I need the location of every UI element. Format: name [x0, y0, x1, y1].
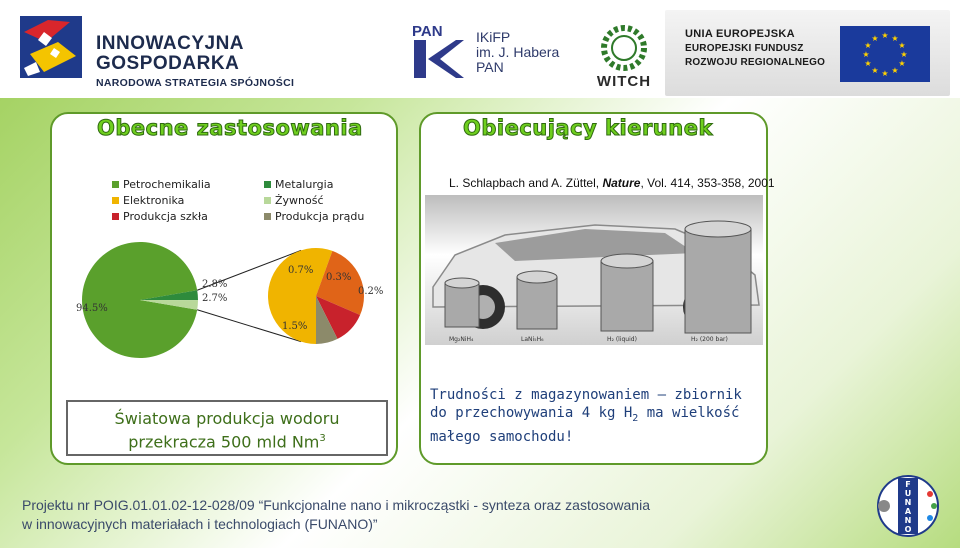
tank-mg2nih4	[445, 278, 479, 327]
pie-label-elektronika: 1.5%	[282, 321, 308, 332]
storage-subscript: 2	[632, 412, 639, 424]
legend-item	[112, 178, 211, 191]
ue-line-2: EUROPEJSKI FUNDUSZ	[685, 43, 804, 54]
promising-direction-title: Obiecujący kierunek	[463, 116, 713, 140]
svg-text:★: ★	[898, 59, 906, 68]
ig-line-3: NARODOWA STRATEGIA SPÓJNOŚCI	[96, 77, 295, 89]
funano-letter: N	[904, 498, 912, 507]
legend-swatch	[264, 181, 271, 188]
production-line-2-wrap	[68, 429, 386, 452]
eu-flag-icon	[840, 26, 930, 82]
funano-logo-icon	[868, 474, 948, 538]
svg-text:★: ★	[864, 41, 872, 50]
legend-item	[264, 210, 364, 223]
legend-item	[264, 194, 324, 207]
pie-label-zywnosc: 2.7%	[202, 293, 228, 304]
legend-label: Petrochemikalia	[123, 178, 211, 191]
project-footer	[22, 496, 722, 534]
legend-swatch	[112, 181, 119, 188]
legend-label: Produkcja szkła	[123, 210, 208, 223]
funano-letter: N	[904, 516, 912, 525]
ig-line-2: GOSPODARKA	[96, 53, 240, 74]
svg-text:★: ★	[871, 66, 879, 75]
svg-text:★: ★	[881, 69, 889, 78]
caption-journal: Nature	[602, 176, 641, 190]
legend-label: Metalurgia	[275, 178, 334, 191]
car-illustration	[425, 195, 763, 345]
legend-swatch	[264, 213, 271, 220]
car-and-tanks-image	[425, 195, 763, 345]
tank-lani5h6	[517, 271, 557, 329]
tank-h2-200bar	[685, 221, 751, 333]
hydrogen-production-box	[66, 400, 388, 456]
footer-line-1: Projektu nr POIG.01.01.02-12-028/09 “Funkcjonalne nano i mikrocząstki - synteza oraz zastosowania	[22, 497, 650, 513]
legend-item	[112, 194, 184, 207]
production-superscript: 3	[319, 433, 326, 444]
ig-line-1: INNOWACYJNA	[96, 33, 245, 54]
funano-letter: U	[904, 489, 912, 498]
citation-caption	[449, 176, 775, 190]
legend-label: Żywność	[275, 194, 324, 207]
funano-letter: F	[905, 480, 911, 489]
funano-letter: O	[904, 525, 912, 534]
pan-line-1: IKiFP	[476, 29, 511, 45]
svg-text:★: ★	[862, 50, 870, 59]
pan-line-2: im. J. Habera	[476, 44, 560, 60]
tank-label: H₂ (200 bar)	[691, 336, 728, 343]
pie-label-other-1: 0.3%	[326, 272, 352, 283]
svg-text:★: ★	[881, 31, 889, 40]
current-uses-title: Obecne zastosowania	[97, 116, 363, 140]
production-line-2: przekracza 500 mld Nm	[128, 432, 320, 452]
unia-europejska-text	[685, 28, 831, 68]
pan-line-3: PAN	[476, 59, 504, 75]
funano-letter: A	[904, 507, 912, 516]
tank-label: Mg₂NiH₄	[449, 336, 474, 343]
production-line-1: Światowa produkcja wodoru	[114, 409, 340, 428]
svg-text:★: ★	[900, 50, 908, 59]
caption-author: L. Schlapbach and A. Züttel,	[449, 176, 603, 190]
tank-label: LaNi₅H₆	[521, 336, 544, 343]
witch-logo-icon	[585, 22, 663, 88]
legend-swatch	[264, 197, 271, 204]
tank-label: H₂ (liquid)	[607, 336, 637, 343]
legend-item	[112, 210, 208, 223]
innowacyjna-gospodarka-text	[96, 34, 294, 89]
legend-label: Produkcja prądu	[275, 210, 365, 223]
storage-line-1: Trudności z magazynowaniem – zbiornik	[430, 387, 742, 403]
witch-logo-text: WITCH	[596, 73, 652, 88]
storage-line-2b: ma wielkość	[638, 405, 740, 421]
svg-text:★: ★	[891, 66, 899, 75]
svg-text:★: ★	[871, 34, 879, 43]
legend-swatch	[112, 197, 119, 204]
pan-logo-icon	[410, 20, 466, 80]
pie-label-metalurgia: 2.8%	[202, 279, 228, 290]
ue-line-3: ROZWOJU REGIONALNEGO	[685, 57, 826, 68]
pie-of-pie-chart	[70, 240, 400, 370]
legend-label: Elektronika	[123, 194, 185, 207]
tank-h2-liquid	[601, 254, 653, 331]
storage-line-2a: do przechowywania 4 kg H	[430, 405, 633, 421]
storage-difficulty-box	[430, 386, 755, 450]
svg-text:★: ★	[864, 59, 872, 68]
innowacyjna-gospodarka-logo-icon	[18, 12, 88, 84]
footer-line-2: w innowacyjnych materiałach i technologiach (FUNANO)”	[22, 516, 378, 532]
pie-label-petrochemikalia: 94.5%	[76, 303, 108, 314]
legend-item	[264, 178, 333, 191]
ikifp-text	[476, 30, 559, 75]
pie-label-other-2: 0.2%	[358, 286, 384, 297]
legend-swatch	[112, 213, 119, 220]
pie-label-produkcja-szkla: 0.7%	[288, 265, 314, 276]
storage-line-3: małego samochodu!	[430, 428, 574, 445]
caption-ref: , Vol. 414, 353-358, 2001	[640, 176, 775, 190]
storage-line-2-wrap	[430, 404, 755, 428]
pan-logo-text: PAN	[412, 23, 443, 40]
svg-text:★: ★	[891, 34, 899, 43]
ue-line-1: UNIA EUROPEJSKA	[685, 28, 795, 40]
svg-text:★: ★	[898, 41, 906, 50]
